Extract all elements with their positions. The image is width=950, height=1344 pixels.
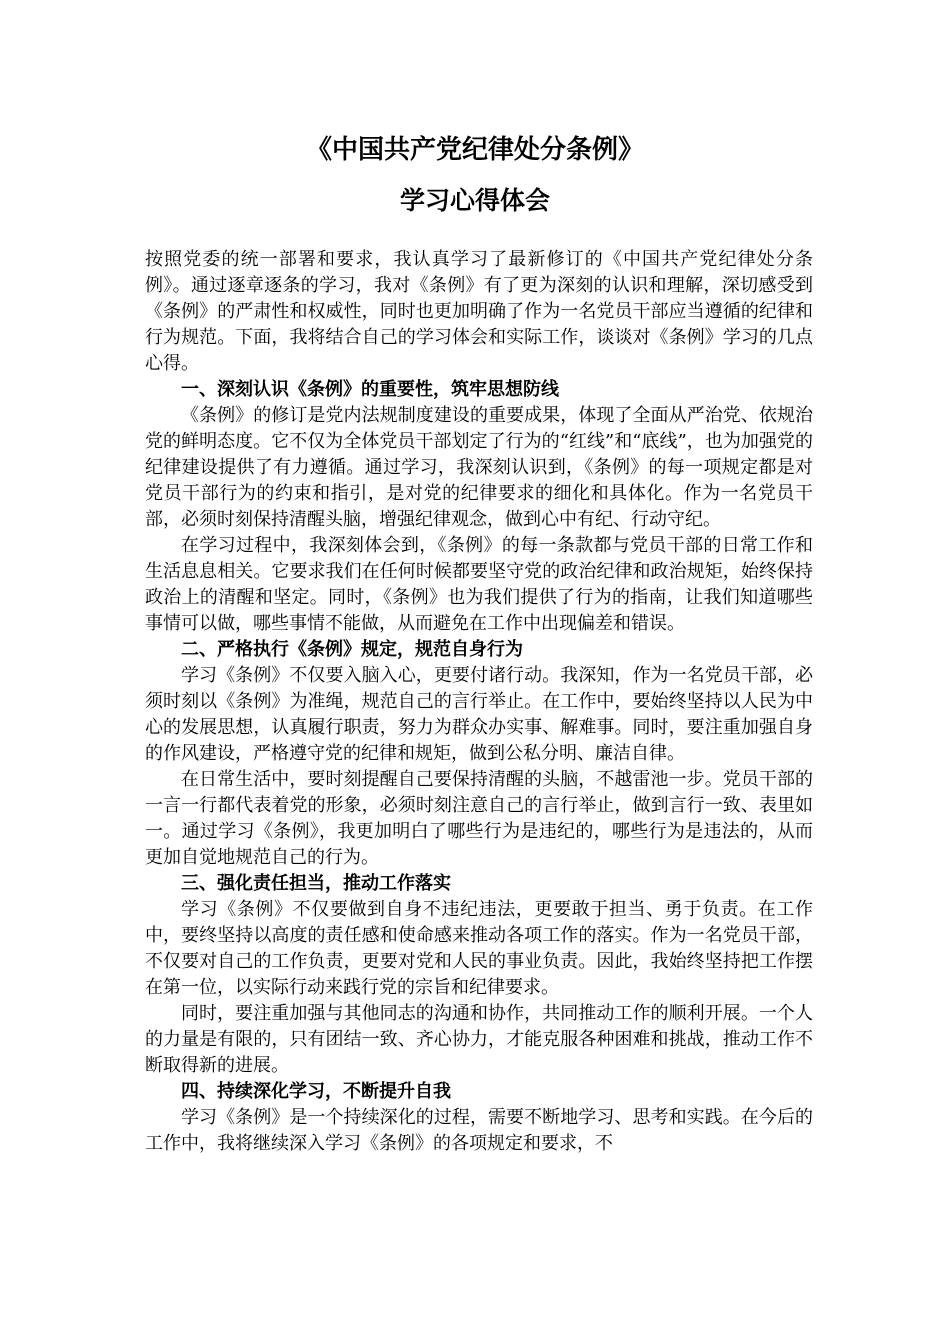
section-2-paragraph-1: 学习《条例》不仅要入脑入心，更要付诸行动。我深知，作为一名党员干部，必须时刻以《条例》为准绳，规范自己的言行举止。在工作中，要始终坚持以人民为中心的发展思想，认真履行职责，努力为群众办实事、解难事。同时，要注重加强自身的作风建设，严格遵守党的纪律和规矩，做到公私分明、廉洁自律。 [145, 665, 813, 764]
section-3-paragraph-2: 同时，要注重加强与其他同志的沟通和协作，共同推动工作的顺利开展。一个人的力量是有限的，只有团结一致、齐心协力，才能克服各种困难和挑战，推动工作不断取得新的进展。 [145, 1003, 813, 1076]
section-1-paragraph-2: 在学习过程中，我深刻体会到，《条例》的每一条款都与党员干部的日常工作和生活息息相关。它要求我们在任何时候都要坚守党的政治纪律和政治规矩，始终保持政治上的清醒和坚定。同时，《条例》也为我们提供了行为的指南，让我们知道哪些事情可以做，哪些事情不能做，从而避免在工作中出现偏差和错误。 [145, 535, 813, 634]
section-heading-3: 三、强化责任担当，推动工作落实 [181, 873, 451, 894]
section-heading-1: 一、深刻认识《条例》的重要性，筑牢思想防线 [181, 379, 559, 400]
section-2-paragraph-2: 在日常生活中，要时刻提醒自己要保持清醒的头脑，不越雷池一步。党员干部的一言一行都代表着党的形象，必须时刻注意自己的言行举止，做到言行一致、表里如一。通过学习《条例》，我更加明白了哪些行为是违纪的，哪些行为是违法的，从而更加自觉地规范自己的行为。 [145, 769, 813, 868]
section-heading-4: 四、持续深化学习，不断提升自我 [181, 1081, 451, 1102]
document-subtitle: 学习心得体会 [399, 186, 550, 215]
section-4-paragraph-1: 学习《条例》是一个持续深化的过程，需要不断地学习、思考和实践。在今后的工作中，我将继续深入学习《条例》的各项规定和要求，不 [145, 1107, 813, 1154]
section-3-paragraph-1: 学习《条例》不仅要做到自身不违纪违法，更要敢于担当、勇于负责。在工作中，要终坚持以高度的责任感和使命感来推动各项工作的落实。作为一名党员干部，不仅要对自己的工作负责，更要对党和人民的事业负责。因此，我始终坚持把工作摆在第一位，以实际行动来践行党的宗旨和纪律要求。 [145, 899, 813, 998]
section-1-paragraph-1: 《条例》的修订是党内法规制度建设的重要成果，体现了全面从严治党、依规治党的鲜明态度。它不仅为全体党员干部划定了行为的“红线”和“底线”，也为加强党的纪律建设提供了有力遵循。通过学习，我深刻认识到，《条例》的每一项规定都是对党员干部行为的约束和指引，是对党的纪律要求的细化和具体化。作为一名党员干部，必须时刻保持清醒头脑，增强纪律观念，做到心中有纪、行动守纪。 [145, 405, 813, 530]
intro-paragraph: 按照党委的统一部署和要求，我认真学习了最新修订的《中国共产党纪律处分条例》。通过逐章逐条的学习，我对《条例》有了更为深刻的认识和理解，深切感受到《条例》的严肃性和权威性，同时也更加明确了作为一名党员干部应当遵循的纪律和行为规范。下面，我将结合自己的学习体会和实际工作，谈谈对《条例》学习的几点心得。 [145, 249, 813, 374]
section-heading-2: 二、严格执行《条例》规定，规范自身行为 [181, 639, 523, 660]
document-body [145, 247, 813, 1157]
document-title: 《中国共产党纪律处分条例》 [305, 135, 644, 165]
